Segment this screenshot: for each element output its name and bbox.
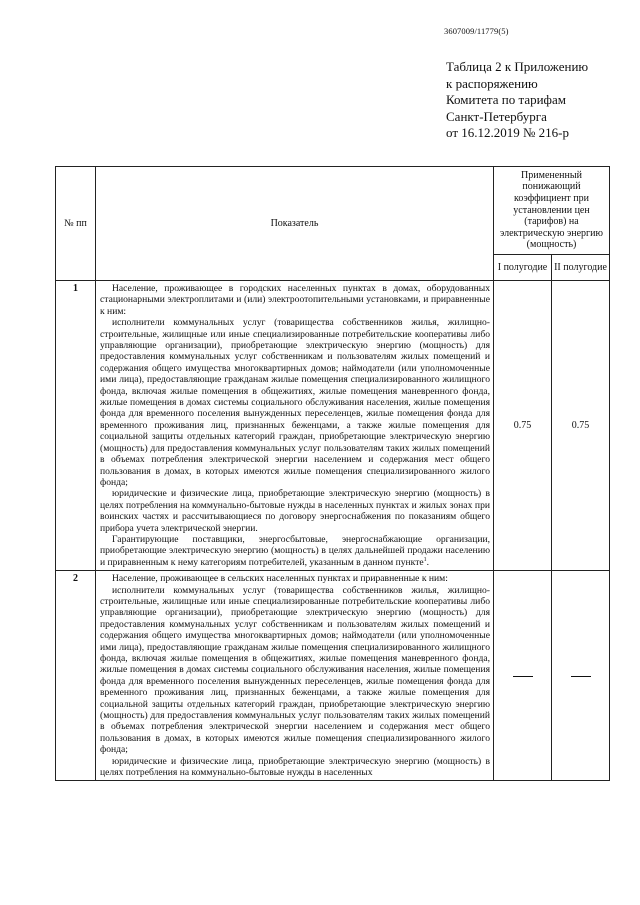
paragraph: исполнители коммунальных услуг (товарищества собственников жилья, жилищно-строительные, жилищные или иные специализированные потребительские кооперативы либо управляющие организации), приобретающие электрическую энергию (мощность) для предоставления коммунальных услуг собственникам и пользователям жилых помещений и содержания общего имущества многоквартирных домов; наймодатели (или уполномоченные ими лица), предоставляющие гражданам жилые помещения специализированного жилищного фонда, включая жилые помещения в общежитиях, жилые помещения маневренного фонда, жилые помещения в домах системы социального обслуживания населения, жилые помещения фонда для временного поселения вынужденных переселенцев, жилые помещения фонда для временного проживания лиц, признанных беженцами, а также жилые помещения для социальной защиты отдельных категорий граждан, приобретающие электрическую энергию (мощность) для предоставления коммунальных услуг пользователям таких жилых помещений в объемах потребления электрической энергии населением и содержания мест общего пользования в домах, в которых имеются жилые помещения специализированного жилого фонда; <box>100 317 490 488</box>
row-number: 1 <box>56 281 96 571</box>
coefficients-table <box>55 166 610 781</box>
empty-value-dash <box>513 676 533 677</box>
coefficient-first-half <box>494 571 552 781</box>
paragraph <box>100 534 490 568</box>
appendix-line: от 16.12.2019 № 216-р <box>446 125 569 140</box>
row-indicator-text <box>96 571 494 781</box>
paragraph: Население, проживающее в городских населенных пунктах в домах, оборудованных стационарными электроплитами и (или) электроотопительными установками, и приравненные к ним: <box>100 283 490 317</box>
appendix-reference <box>446 59 588 142</box>
table-row <box>56 281 610 571</box>
header-second-half: II полугодие <box>552 254 610 280</box>
footnote-marker: 1 <box>423 556 427 563</box>
coefficient-second-half: 0.75 <box>552 281 610 571</box>
header-number: № пп <box>56 167 96 281</box>
header-coefficient: Примененный понижающий коэффициент при установлении цен (тарифов) на электрическую энергию (мощность) <box>494 167 610 255</box>
paragraph-end: . <box>426 556 430 568</box>
appendix-line: Комитета по тарифам <box>446 92 566 107</box>
paragraph: юридические и физические лица, приобретающие электрическую энергию (мощность) в целях потребления на коммунально-бытовые нужды в населенных пунктах и жилых зонах при воинских частях и рассчитывающиеся по договору энергоснабжения по показаниям общего прибора учета электрической энергии. <box>100 488 490 534</box>
row-number: 2 <box>56 571 96 781</box>
paragraph: юридические и физические лица, приобретающие электрическую энергию (мощность) в целях потребления на коммунально-бытовые нужды в населенных <box>100 755 490 779</box>
table-header-row <box>56 167 610 255</box>
coefficient-first-half: 0.75 <box>494 281 552 571</box>
appendix-line: к распоряжению <box>446 75 538 91</box>
appendix-line: Санкт-Петербурга <box>446 108 547 124</box>
empty-value-dash <box>571 676 591 677</box>
header-indicator: Показатель <box>96 167 494 281</box>
coefficient-second-half <box>552 571 610 781</box>
row-indicator-text <box>96 281 494 571</box>
paragraph: Население, проживающее в сельских населенных пунктах и приравненные к ним: <box>112 573 448 585</box>
header-first-half: I полугодие <box>494 254 552 280</box>
paragraph-text: Гарантирующие поставщики, энергосбытовые, энергоснабжающие организации, приобретающие электрическую энергию (мощность) в целях дальнейшей продажи населению и приравненным к нему категориям потребителей, указанным в данном пункте <box>100 533 490 568</box>
document-registration-number: 3607009/11779(5) <box>444 26 509 36</box>
paragraph: исполнители коммунальных услуг (товарищества собственников жилья, жилищно-строительные, жилищные или иные специализированные потребительские кооперативы либо управляющие организации), приобретающие электрическую энергию (мощность) для предоставления коммунальных услуг собственникам и пользователям жилых помещений и содержания общего имущества многоквартирных домов; наймодатели (или уполномоченные ими лица), предоставляющие гражданам жилые помещения специализированного жилищного фонда, включая жилые помещения в общежитиях, жилые помещения маневренного фонда, жилые помещения в домах системы социального обслуживания населения, жилые помещения фонда для временного поселения вынужденных переселенцев, жилые помещения фонда для временного проживания лиц, признанных беженцами, а также жилые помещения для социальной защиты отдельных категорий граждан, приобретающие электрическую энергию (мощность) для предоставления коммунальных услуг пользователям таких жилых помещений в объемах потребления электрической энергии населением и содержания мест общего пользования в домах, в которых имеются жилые помещения специализированного жилого фонда; <box>100 584 490 756</box>
table-row <box>56 571 610 781</box>
appendix-line: Таблица 2 к Приложению <box>446 59 589 74</box>
